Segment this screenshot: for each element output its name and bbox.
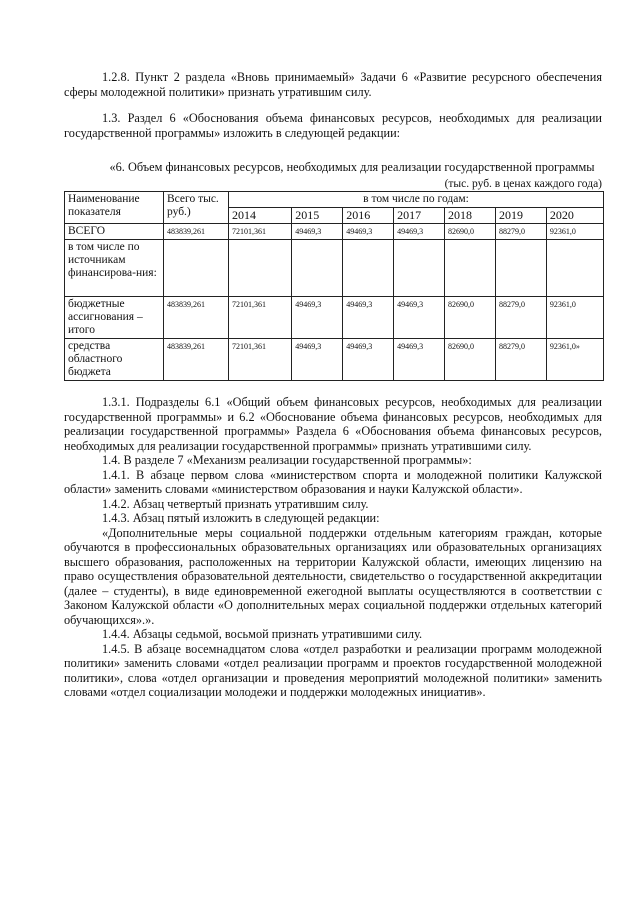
row-label: в том числе по источникам финансирова-ния: (65, 240, 164, 297)
table-header-row (65, 192, 604, 208)
row-value: 82690,0 (445, 224, 496, 240)
paragraph-1-3: 1.3. Раздел 6 «Обоснования объема финансовых ресурсов, необходимых для реализации государственной программы» изложить в следующей редакции: (64, 111, 602, 140)
row-value (546, 240, 603, 297)
paragraph-1-3-1: 1.3.1. Подразделы 6.1 «Общий объем финансовых ресурсов, необходимых для реализации государственной программы» и 6.2 «Обоснование объема финансовых ресурсов, необходимых для реализации государственной программы» Раздела 6 «Обоснования объема финансовых ресурсов, необходимых для реализации государственной программы» признать утратившими силу. (64, 395, 602, 453)
row-label: средства областного бюджета (65, 339, 164, 381)
row-total: 483839,261 (164, 224, 229, 240)
row-value: 92361,0 (546, 224, 603, 240)
row-value: 92361,0» (546, 339, 603, 381)
header-year: 2014 (229, 208, 292, 224)
header-year: 2020 (546, 208, 603, 224)
finance-table (64, 191, 604, 381)
row-label: ВСЕГО (65, 224, 164, 240)
row-total: 483839,261 (164, 297, 229, 339)
row-value: 49469,3 (343, 339, 394, 381)
row-value: 88279,0 (495, 339, 546, 381)
header-year: 2015 (292, 208, 343, 224)
row-total (164, 240, 229, 297)
row-value (292, 240, 343, 297)
header-name: Наименование показателя (65, 192, 164, 224)
row-total: 483839,261 (164, 339, 229, 381)
paragraph-1-4: 1.4. В разделе 7 «Механизм реализации государственной программы»: (102, 453, 472, 467)
paragraph-1-4-4: 1.4.4. Абзацы седьмой, восьмой признать утратившими силу. (102, 627, 423, 641)
row-value: 88279,0 (495, 224, 546, 240)
row-value (343, 240, 394, 297)
paragraph-1-4-5: 1.4.5. В абзаце восемнадцатом слова «отдел разработки и реализации программ молодежной политики» заменить словами «отдел реализации программ и проектов государственной молодежной политики», слова «отдел организации и проведения мероприятий молодежной политики» заменить словами «отдел социализации молодежи и поддержки молодежных инициатив». (64, 641, 602, 699)
row-value: 72101,361 (229, 297, 292, 339)
row-value: 49469,3 (292, 297, 343, 339)
row-value: 82690,0 (445, 297, 496, 339)
row-value: 49469,3 (394, 339, 445, 381)
header-total: Всего тыс. руб.) (164, 192, 229, 224)
header-year: 2018 (445, 208, 496, 224)
row-value: 92361,0 (546, 297, 603, 339)
paragraph-quote: «Дополнительные меры социальной поддержки отдельным категориям граждан, которые обучаются в профессиональных образовательных организациях или образовательных организациях высшего образования, расположенных на территории Калужской области, имеющих лицензию на право осуществления образовательной деятельности, свидетельство о государственной аккредитации (далее – студенты), в виде единовременной ежегодной выплаты осуществляются в соответствии с Законом Калужской области «О дополнительных мерах социальной поддержки отдельных категорий обучающихся».». (64, 525, 602, 627)
row-value (394, 240, 445, 297)
row-value: 49469,3 (394, 224, 445, 240)
row-value: 82690,0 (445, 339, 496, 381)
table-row (65, 297, 604, 339)
table-row (65, 339, 604, 381)
table-row (65, 240, 604, 297)
row-value: 49469,3 (394, 297, 445, 339)
row-value (445, 240, 496, 297)
header-year: 2017 (394, 208, 445, 224)
row-value (495, 240, 546, 297)
paragraph-1-4-1: 1.4.1. В абзаце первом слова «министерством спорта и молодежной политики Калужской области» заменить словами «министерством образования и науки Калужской области». (64, 467, 602, 496)
table-row (65, 224, 604, 240)
header-year: 2016 (343, 208, 394, 224)
row-value (229, 240, 292, 297)
row-label: бюджетные ассигнования – итого (65, 297, 164, 339)
table-caption: «6. Объем финансовых ресурсов, необходимых для реализации государственной программы (109, 160, 595, 174)
document-page (64, 70, 602, 700)
row-value: 49469,3 (292, 339, 343, 381)
table-units: (тыс. руб. в ценах каждого года) (444, 177, 602, 190)
header-by-years: в том числе по годам: (229, 192, 604, 208)
row-value: 88279,0 (495, 297, 546, 339)
paragraph-1-4-2: 1.4.2. Абзац четвертый признать утратившим силу. (102, 496, 369, 511)
header-year: 2019 (495, 208, 546, 224)
row-value: 49469,3 (343, 224, 394, 240)
row-value: 72101,361 (229, 224, 292, 240)
paragraph-1-4-3: 1.4.3. Абзац пятый изложить в следующей редакции: (102, 511, 380, 525)
paragraph-1-2-8: 1.2.8. Пункт 2 раздела «Вновь принимаемый» Задачи 6 «Развитие ресурсного обеспечения сферы молодежной политики» признать утратившим силу. (64, 70, 602, 99)
row-value: 49469,3 (343, 297, 394, 339)
row-value: 49469,3 (292, 224, 343, 240)
row-value: 72101,361 (229, 339, 292, 381)
